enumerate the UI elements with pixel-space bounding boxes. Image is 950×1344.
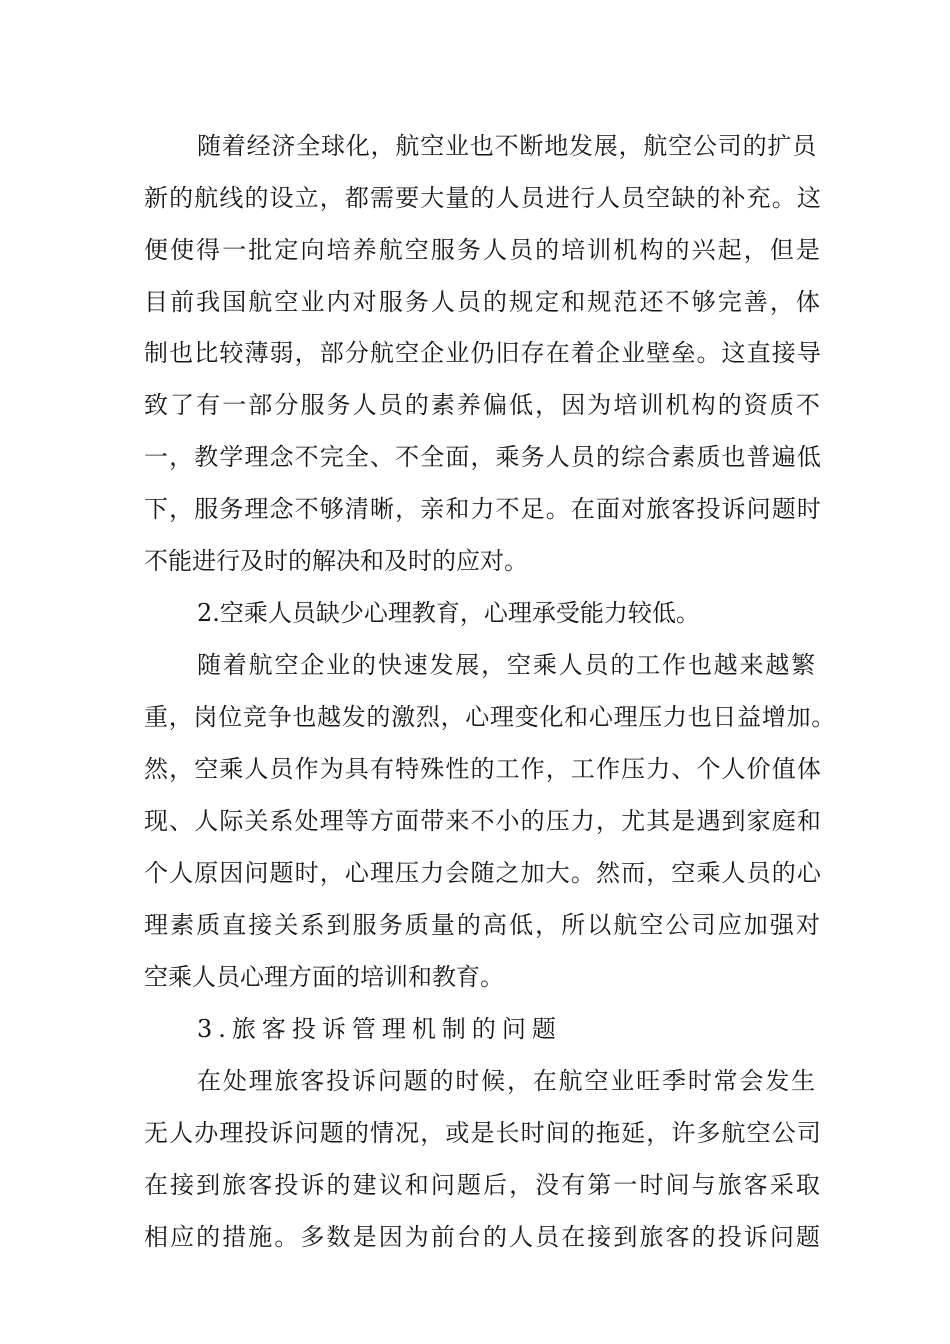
text-line: 在处理旅客投诉问题的时候，在航空业旺季时常会发生 (197, 1067, 817, 1095)
text-line: 现、人际关系处理等方面带来不小的压力，尤其是遇到家庭和 (144, 807, 822, 835)
text-line: 然，空乘人员作为具有特殊性的工作，工作压力、个人价值体 (144, 755, 822, 783)
text-line: 目前我国航空业内对服务人员的规定和规范还不够完善，体 (144, 288, 822, 316)
text-line: 制也比较薄弱，部分航空企业仍旧存在着企业壁垒。这直接导 (144, 339, 822, 367)
text-line: 随着经济全球化，航空业也不断地发展，航空公司的扩员 (197, 132, 817, 160)
text-line: 新的航线的设立，都需要大量的人员进行人员空缺的补充。这 (144, 184, 822, 212)
text-line: 下，服务理念不够清晰，亲和力不足。在面对旅客投诉问题时 (144, 495, 822, 523)
section-heading: 2.空乘人员缺少心理教育，心理承受能力较低。 (197, 599, 700, 627)
text-line: 不能进行及时的解决和及时的应对。 (144, 547, 528, 575)
text-line: 在接到旅客投诉的建议和问题后，没有第一时间与旅客采取 (144, 1171, 822, 1199)
text-line: 理素质直接关系到服务质量的高低，所以航空公司应加强对 (144, 911, 822, 939)
text-line: 一，教学理念不完全、不全面，乘务人员的综合素质也普遍低 (144, 443, 822, 471)
text-line: 空乘人员心理方面的培训和教育。 (144, 963, 504, 991)
text-line: 随着航空企业的快速发展，空乘人员的工作也越来越繁 (197, 651, 817, 679)
text-line: 相应的措施。多数是因为前台的人员在接到旅客的投诉问题 (144, 1223, 822, 1251)
text-line: 重，岗位竞争也越发的激烈，心理变化和心理压力也日益增加。 (144, 703, 836, 731)
text-line: 个人原因问题时，心理压力会随之加大。然而，空乘人员的心 (144, 859, 822, 887)
text-line: 便使得一批定向培养航空服务人员的培训机构的兴起，但是 (144, 236, 822, 264)
text-line: 致了有一部分服务人员的素养偏低，因为培训机构的资质不 (144, 391, 822, 419)
text-line: 无人办理投诉问题的情况，或是长时间的拖延，许多航空公司 (144, 1119, 822, 1147)
section-heading: 3.旅客投诉管理机制的问题 (197, 1015, 562, 1043)
